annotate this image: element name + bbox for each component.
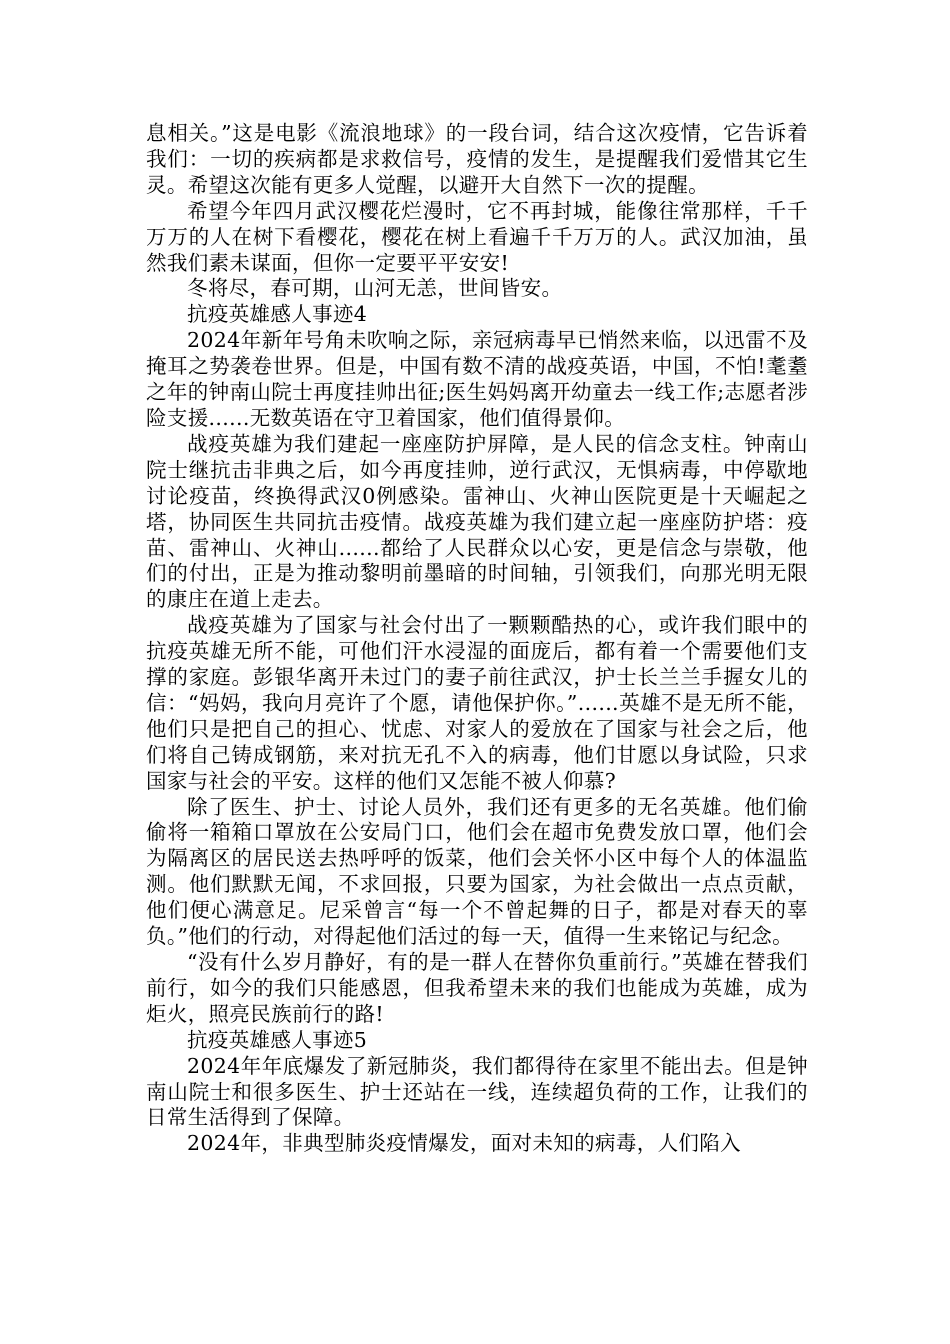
paragraph: “没有什么岁月静好，有的是一群人在替你负重前行。”英雄在替我们前行，如今的我们只能感恩，但我希望未来的我们也能成为英雄，成为炬火，照亮民族前行的路! bbox=[146, 950, 808, 1026]
paragraph: 战疫英雄为我们建起一座座防护屏障，是人民的信念支柱。钟南山院士继抗击非典之后，如今再度挂帅，逆行武汉，无惧病毒，中停歇地讨论疫苗，终换得武汉0例感染。雷神山、火神山医院更是十天崛起之塔，协同医生共同抗击疫情。战疫英雄为我们建立起一座座防护塔：疫苗、雷神山、火神山......都给了人民群众以心安，更是信念与崇敬，他们的付出，正是为推动黎明前墨暗的时间轴，引领我们，向那光明无限的康庄在道上走去。 bbox=[146, 431, 808, 612]
section-heading: 抗疫英雄感人事迹5 bbox=[187, 1027, 368, 1052]
paragraph: 希望今年四月武汉樱花烂漫时，它不再封城，能像往常那样，千千万万的人在树下看樱花，樱花在树上看遍千千万万的人。武汉加油，虽然我们素未谋面，但你一定要平平安安! bbox=[146, 198, 808, 275]
paragraph-continuation: 息相关。”这是电影《流浪地球》的一段台词，结合这次疫情，它告诉着我们：一切的疾病都是求救信号，疫情的发生，是提醒我们爱惜其它生灵。希望这次能有更多人觉醒，以避开大自然下一次的提醒。 bbox=[146, 121, 808, 197]
paragraph: 战疫英雄为了国家与社会付出了一颗颗酷热的心，或许我们眼中的抗疫英雄无所不能，可他们汗水浸湿的面庞后，都有着一个需要他们支撑的家庭。彭银华离开未过门的妻子前往武汉，护士长兰兰手握女儿的信：“妈妈，我向月亮许了个愿，请他保护你。”......英雄不是无所不能，他们只是把自己的担心、忧虑、对家人的爱放在了国家与社会之后，他们将自己铸成钢筋，来对抗无孔不入的病毒，他们甘愿以身试险，只求国家与社会的平安。这样的他们又怎能不被人仰慕? bbox=[146, 613, 808, 793]
paragraph: 2024年，非典型肺炎疫情爆发，面对未知的病毒，人们陷入 bbox=[187, 1131, 741, 1156]
document-page bbox=[146, 121, 808, 1157]
paragraph: 2024年年底爆发了新冠肺炎，我们都得待在家里不能出去。但是钟南山院士和很多医生、护士还站在一线，连续超负荷的工作，让我们的日常生活得到了保障。 bbox=[146, 1053, 808, 1130]
paragraph: 2024年新年号角未吹响之际，亲冠病毒早已悄然来临，以迅雷不及掩耳之势袭卷世界。但是，中国有数不清的战疫英语，中国，不怕!耄耋之年的钟南山院士再度挂帅出征;医生妈妈离开幼童去一线工作;志愿者涉险支援......无数英语在守卫着国家，他们值得景仰。 bbox=[146, 328, 808, 430]
section-heading: 抗疫英雄感人事迹4 bbox=[187, 302, 368, 327]
paragraph: 冬将尽，春可期，山河无恙，世间皆安。 bbox=[187, 276, 563, 301]
paragraph: 除了医生、护士、讨论人员外，我们还有更多的无名英雄。他们偷偷将一箱箱口罩放在公安局门口，他们会在超市免费发放口罩，他们会为隔离区的居民送去热呼呼的饭菜，他们会关怀小区中每个人的体温监测。他们默默无闻，不求回报，只要为国家，为社会做出一点点贡献，他们便心满意足。尼采曾言“每一个不曾起舞的日子，都是对春天的辜负。”他们的行动，对得起他们活过的每一天，值得一生来铭记与纪念。 bbox=[146, 794, 808, 949]
